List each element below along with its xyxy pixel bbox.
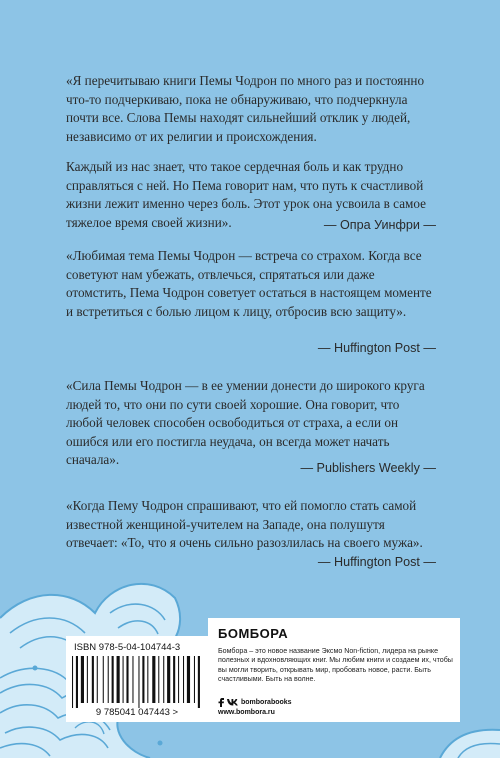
quote-source: — Huffington Post — <box>317 555 436 569</box>
barcode-bar <box>187 656 190 703</box>
barcode-bar <box>108 656 109 703</box>
barcode-bar <box>198 656 200 708</box>
publisher-website[interactable]: www.bombora.ru <box>218 709 275 716</box>
publisher-logo: БОМБОРА <box>218 626 289 641</box>
barcode-bar <box>123 656 124 703</box>
quote-paragraph: «Я перечитываю книги Пемы Чодрон по много раз и постоянно что-то подчеркиваю, пока не обнаруживаю, что подчеркнула почти все. Слова Пемы находят сильнейший отклик у людей, независимо от их религии и происхождения. <box>66 73 425 144</box>
barcode-bar <box>163 656 164 703</box>
barcode-bar <box>117 656 120 703</box>
quote-paragraph: «Любимая тема Пемы Чодрон — встреча со страхом. Когда все советуют нам убежать, отвлечься, спрятаться или даже отомстить, Пема Чодрон советует остаться в настоящем моменте и встретиться с болью лицом к лицу, отбросив всю защиту». <box>66 248 432 319</box>
barcode-bar <box>178 656 179 703</box>
publisher-description: Бомбора – это новое название Эксмо Non-fiction, лидера на рынке полезных и вдохновляющих книг. Мы любим книги и создаем их, чтобы вы могли творить, открывать мир, пробовать новое, расти. Быть счастливыми. Быть на волне. <box>218 647 453 683</box>
barcode-bar <box>183 656 184 703</box>
facebook-icon[interactable] <box>218 698 224 707</box>
quote-source: — Publishers Weekly — <box>300 461 436 475</box>
barcode-bar <box>142 656 144 703</box>
barcode-bar <box>92 656 94 703</box>
vk-icon[interactable] <box>227 698 238 706</box>
quote-paragraph: «Когда Пему Чодрон спрашивают, что ей помогло стать самой известной женщиной-учителем на Западе, она полушутя отвечает: «То, что я очень сильно разозлилась на своего мужа». <box>66 498 423 550</box>
quote-source: — Опра Уинфри — <box>323 218 436 232</box>
barcode-bar <box>167 656 170 703</box>
quote-oprah <box>66 72 438 232</box>
social-row <box>218 697 292 707</box>
quote-source: — Huffington Post — <box>317 341 436 355</box>
barcode-bar <box>103 656 104 703</box>
barcode-bar <box>152 656 155 703</box>
barcode-bar <box>173 656 175 703</box>
barcode-bar <box>132 656 133 703</box>
barcode-bar <box>112 656 114 703</box>
barcode-bar <box>147 656 148 703</box>
quote-paragraph: «Сила Пемы Чодрон — в ее умении донести до широкого круга людей то, что они по сути своей хорошие. Она говорит, что любой человек способен освободиться от страха, а если он ошибся или его постигла неудача, он всегда может начать сначала». <box>66 378 425 467</box>
quote-paragraph: Каждый из нас знает, что такое сердечная боль и как трудно справляться с ней. Но Пема говорит нам, что путь к счастливой жизни лежит именно через боль. Этот урок она усвоила в самое тяжелое время своей жизни». <box>66 159 427 230</box>
barcode-bar <box>138 656 139 708</box>
social-handle[interactable]: bomborabooks <box>241 698 292 706</box>
quote-huffington-1 <box>66 247 438 321</box>
barcode-bar <box>97 656 98 703</box>
barcode-block <box>66 636 208 722</box>
barcode-bar <box>126 656 128 703</box>
barcode-number: 9 785041 047443 > <box>95 707 179 718</box>
barcode-bar <box>72 656 73 708</box>
barcode-image <box>70 656 204 708</box>
quote-publishers-weekly <box>66 377 438 470</box>
isbn-label: ISBN 978-5-04-104744-3 <box>74 642 181 653</box>
quote-huffington-2 <box>66 497 438 553</box>
barcode-bar <box>194 656 195 703</box>
barcode-bar <box>81 656 84 703</box>
barcode-bar <box>158 656 159 703</box>
barcode-bar <box>87 656 88 703</box>
publisher-panel <box>208 618 460 722</box>
barcode-bar <box>76 656 78 708</box>
